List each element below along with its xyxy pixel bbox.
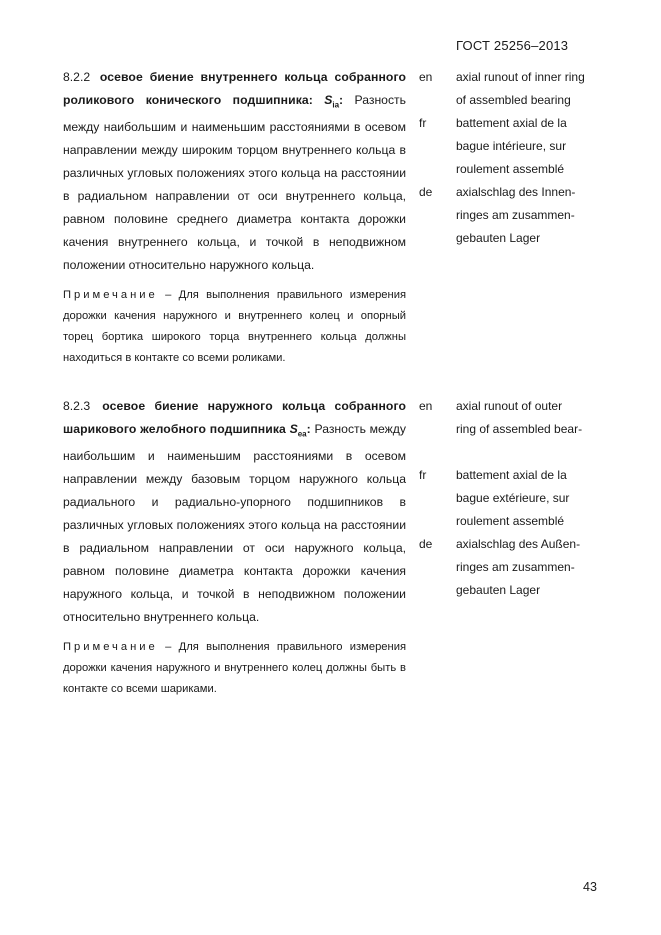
lang-de: de: [419, 537, 433, 551]
term-definition: Разность между наибольшим и наименьшим расстояниями в осевом направлении между базовым торцом наружного кольца радиального и радиально-упорного подшипников в различных угловых положениях этого кольца на расстоянии в радиальном направлении от оси наружного кольца, равном половине диаметра контакта дорожки качения наружного кольца, и точкой в неподвижном положении относительно внутреннего кольца.: [63, 422, 407, 625]
term-symbol: $S_{ia}$: [324, 93, 340, 110]
term-note: [63, 285, 406, 369]
standard-designation: ГОСТ 25256–2013: [456, 38, 569, 53]
de-line: axialschlag des Innen-: [456, 185, 576, 199]
lang-fr: fr: [419, 116, 427, 130]
note-text: – Для выполнения правильного измерения дорожки качения наружного и внутреннего колец и опорный торец бортика широкого торца внутреннего кольца должны находиться в контакте со всеми роликами.: [63, 289, 407, 365]
lang-en: en: [419, 399, 433, 413]
de-line: axialschlag des Außen-: [456, 537, 581, 551]
term-definition: Разность между наибольшим и наименьшим расстояниями в осевом направлении между широким торцом внутреннего кольца в различных угловых положениях этого кольца на расстоянии в радиальном направлении от оси внутреннего кольца, равном половине среднего диаметра контакта дорожки качения внутреннего кольца, и точкой в неподвижном положении относительно наружного кольца.: [63, 93, 406, 273]
de-line: gebauten Lager: [456, 583, 541, 597]
en-line: ring of assembled bear-: [456, 422, 583, 436]
language-codes: [419, 395, 449, 556]
fr-line: battement axial de la: [456, 116, 567, 130]
lang-de: de: [419, 185, 433, 199]
note-label: Примечание: [63, 289, 158, 302]
en-line: of assembled bearing: [456, 93, 571, 107]
fr-line: bague intérieure, sur: [456, 139, 567, 153]
term-symbol: $S_{ea}$: [289, 422, 307, 439]
term-name: осевое биение внутреннего кольца собранного роликового конического подшипника: [63, 70, 407, 107]
entry-number: 8.2.2: [63, 70, 91, 84]
lang-en: en: [419, 70, 433, 84]
russian-column: 8.2.3 осевое биение наружного кольца собранного шарикового желобного подшипника $S_{ea}$: Разность между наибольшим и наименьшим расстояниями в осевом направлении между базовым торцом наружного кольца радиального и радиально-упорного подшипников в различных угловых положениях этого кольца на расстоянии в радиальном направлении от оси наружного кольца, равном половине диаметра контакта дорожки качения наружного кольца, и точкой в неподвижном положении относительно внутреннего кольца. Примечание – Для выполнения правильного измерения дорожки качения наружного и внутреннего колец должны быть в контакте со всеми шариками.: [63, 395, 406, 700]
term-note: [63, 637, 406, 700]
page-number: 43: [583, 880, 597, 894]
russian-column: 8.2.2 осевое биение внутреннего кольца собранного роликового конического подшипника: $S_{ia}$: Разность между наибольшим и наименьшим расстояниями в осевом направлении между широким торцом внутреннего кольца в различных угловых положениях этого кольца на расстоянии в радиальном направлении от оси внутреннего кольца, равном половине среднего диаметра контакта дорожки качения внутреннего кольца, и точкой в неподвижном положении относительно наружного кольца. Примечание – Для выполнения правильного измерения дорожки качения наружного и внутреннего колец и опорный торец бортика широкого торца внутреннего кольца должны находиться в контакте со всеми роликами.: [63, 66, 406, 369]
note-label: Примечание: [63, 641, 158, 654]
translations-column: [456, 66, 606, 250]
lang-fr: fr: [419, 468, 427, 482]
term-name: осевое биение наружного кольца собранного шарикового желобного подшипника: [63, 399, 407, 436]
en-line: axial runout of inner ring: [456, 70, 585, 84]
note-text: – Для выполнения правильного измерения дорожки качения наружного и внутреннего колец должны быть в контакте со всеми шариками.: [63, 641, 407, 696]
entry-number: 8.2.3: [63, 399, 91, 413]
translations-column: [456, 395, 606, 602]
de-line: ringes am zusammen-: [456, 208, 575, 222]
de-line: gebauten Lager: [456, 231, 541, 245]
fr-line: roulement assemblé: [456, 162, 565, 176]
en-line: axial runout of outer: [456, 399, 563, 413]
de-line: ringes am zusammen-: [456, 560, 575, 574]
fr-line: battement axial de la: [456, 468, 567, 482]
fr-line: roulement assemblé: [456, 514, 565, 528]
language-codes: [419, 66, 449, 204]
fr-line: bague extérieure, sur: [456, 491, 570, 505]
